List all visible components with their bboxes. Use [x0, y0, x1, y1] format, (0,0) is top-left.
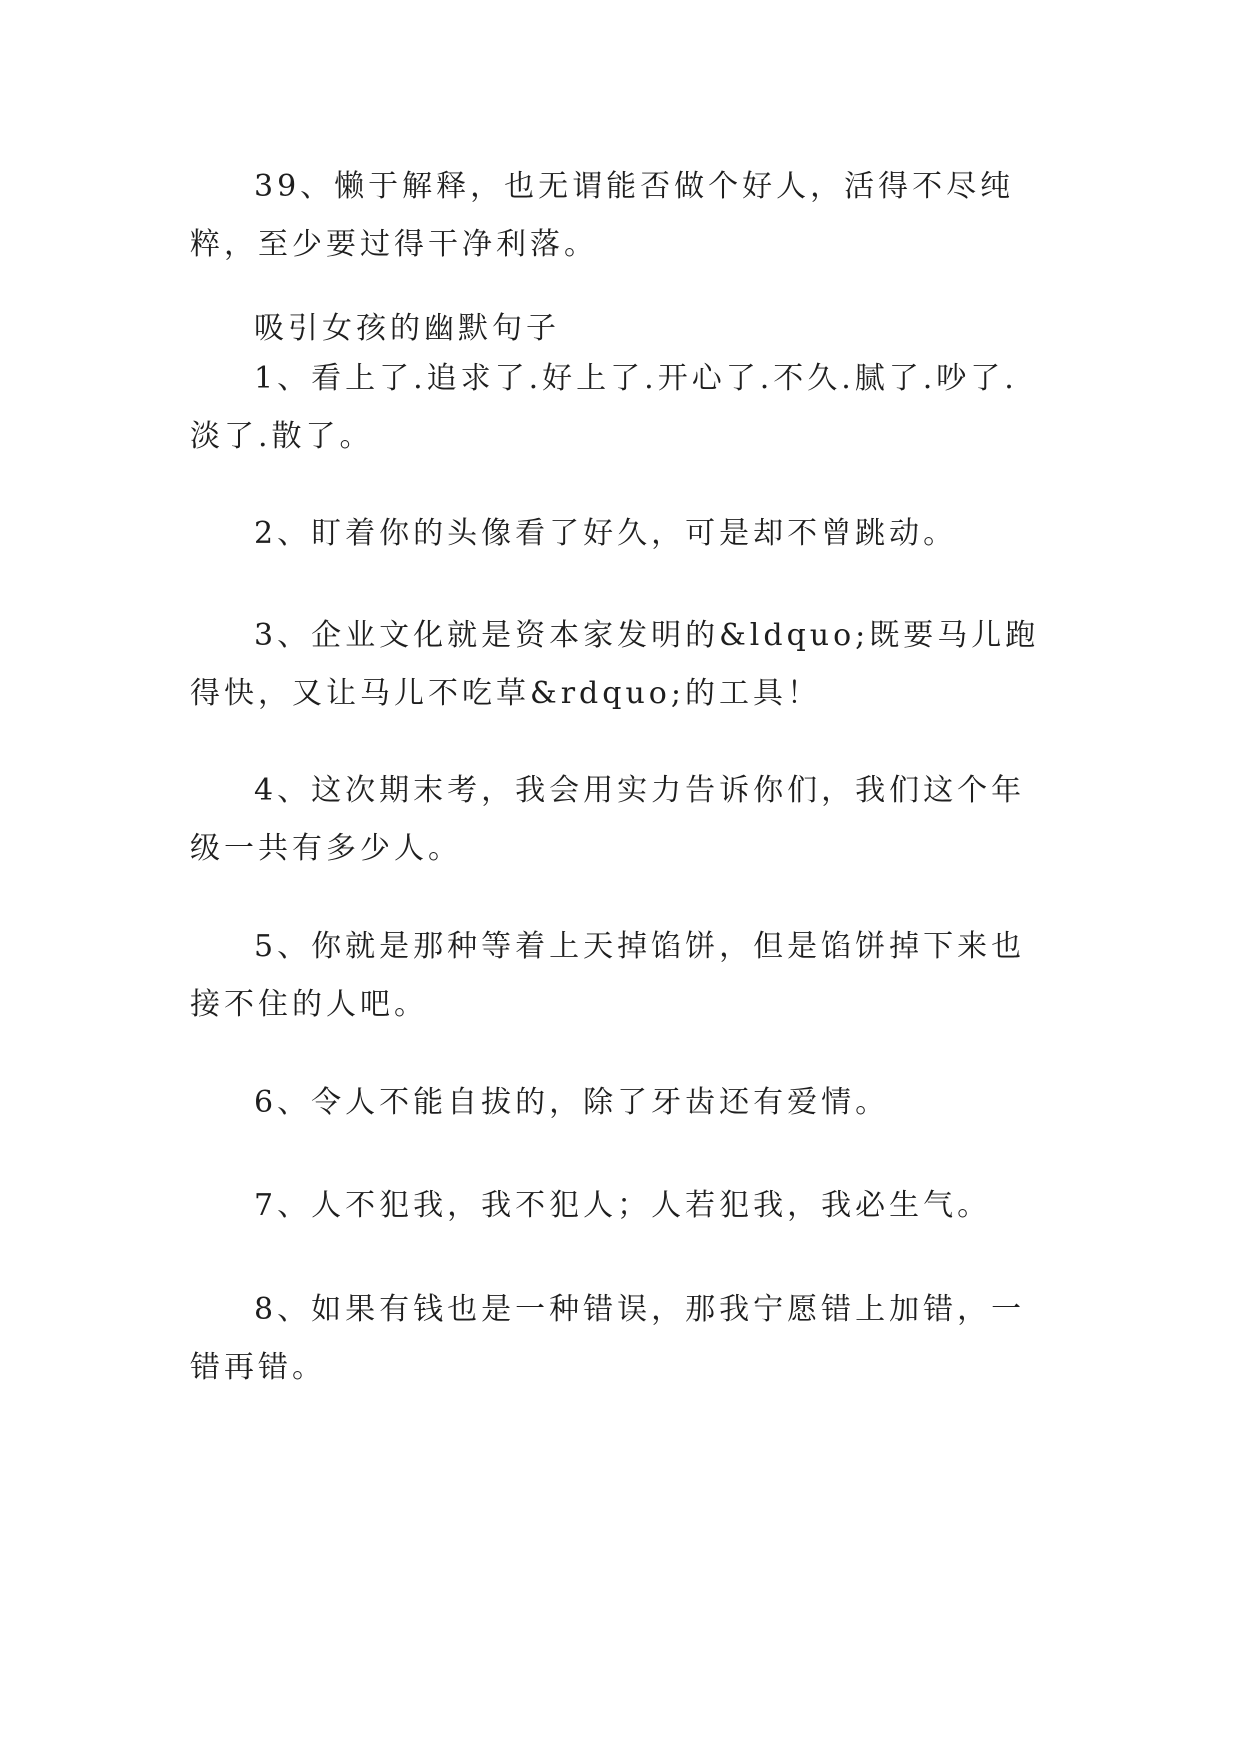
paragraph-6: 6、令人不能自拔的，除了牙齿还有爱情。 [254, 1085, 890, 1120]
paragraph-8: 8、如果有钱也是一种错误，那我宁愿错上加错，一错再错。 [190, 1292, 1026, 1385]
paragraph-7: 7、人不犯我，我不犯人；人若犯我，我必生气。 [254, 1188, 992, 1223]
paragraph-39: 39、懒于解释，也无谓能否做个好人，活得不尽纯粹，至少要过得干净利落。 [190, 169, 1015, 262]
paragraph-1: 1、看上了.追求了.好上了.开心了.不久.腻了.吵了.淡了.散了。 [190, 361, 1018, 454]
section-heading: 吸引女孩的幽默句子 [254, 311, 560, 346]
paragraph-4: 4、这次期末考，我会用实力告诉你们，我们这个年级一共有多少人。 [190, 773, 1026, 866]
paragraph-2: 2、盯着你的头像看了好久，可是却不曾跳动。 [254, 516, 958, 551]
paragraph-5: 5、你就是那种等着上天掉馅饼，但是馅饼掉下来也接不住的人吧。 [190, 929, 1026, 1022]
paragraph-3: 3、企业文化就是资本家发明的&ldquo;既要马儿跑得快，又让马儿不吃草&rdquo;的工具！ [190, 618, 1040, 711]
